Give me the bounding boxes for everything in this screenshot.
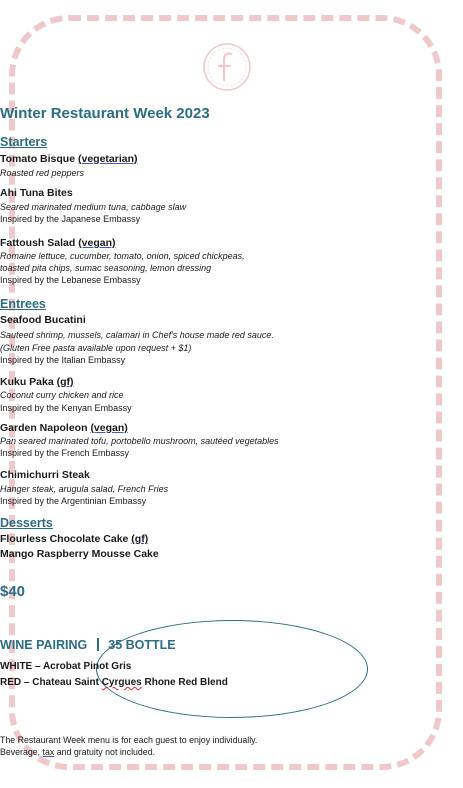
section-starters-heading: Starters (0, 135, 48, 149)
section-desserts-heading: Desserts (0, 516, 53, 530)
dish-fattoush-salad (0, 237, 463, 249)
wine-red-word: Cyrgues (101, 677, 142, 688)
dish-tag: (vegan) (90, 422, 128, 434)
f-monogram-logo-icon (200, 40, 254, 94)
dish-description-line2: (Gluten Free pasta available upon request + $1) (0, 343, 192, 353)
footer-line1: The Restaurant Week menu is for each guest to enjoy individually. (0, 735, 258, 745)
footer-line2-a: Beverage, (0, 747, 43, 757)
wine-red (0, 677, 463, 688)
dish-tomato-bisque (0, 153, 463, 165)
dish-name: Kuku Paka (0, 376, 54, 388)
dish-description: Coconut curry chicken and rice (0, 390, 124, 400)
dish-description: Romaine lettuce, cucumber, tomato, onion, spiced chickpeas, (0, 251, 245, 261)
dish-inspiration: Inspired by the French Embassy (0, 448, 130, 458)
wine-red-suffix: Rhone Red Blend (141, 677, 228, 688)
footer-line2 (0, 747, 463, 757)
dish-tag: (vegan) (78, 237, 116, 249)
dish-chimichurri-steak (0, 469, 463, 481)
dish-name: Flourless Chocolate Cake (0, 533, 129, 545)
dish-name: Chimichurri Steak (0, 469, 90, 481)
dish-inspiration: Inspired by the Lebanese Embassy (0, 275, 141, 285)
dish-mango-raspberry-mousse-cake (0, 548, 463, 560)
dish-name: Tomato Bisque (0, 153, 76, 165)
dish-kuku-paka (0, 376, 463, 388)
dish-garden-napoleon (0, 422, 463, 434)
dish-description: Sauteed shrimp, mussels, calamari in Chef's house made red sauce. (0, 330, 274, 340)
dish-tag: (gf) (56, 376, 74, 388)
dish-inspiration: Inspired by the Japanese Embassy (0, 214, 141, 224)
dish-description: Pan seared marinated tofu, portobello mushroom, sautéed vegetables (0, 436, 279, 446)
dish-flourless-chocolate-cake (0, 533, 463, 545)
wine-pairing-label: WINE PAIRING (0, 638, 88, 652)
dish-name: Fattoush Salad (0, 237, 76, 249)
menu-price: $40 (0, 583, 26, 600)
wine-pairing-divider (97, 638, 99, 651)
wine-pairing-title (0, 638, 463, 652)
wine-red-prefix: RED – Chateau Saint (0, 677, 102, 688)
dish-inspiration: Inspired by the Kenyan Embassy (0, 403, 132, 413)
dish-name: Garden Napoleon (0, 422, 88, 434)
dish-description: Roasted red peppers (0, 168, 85, 178)
dish-description-line2: toasted pita chips, sumac seasoning, lemon dressing (0, 263, 212, 273)
dish-description: Seared marinated medium tuna, cabbage slaw (0, 202, 187, 212)
dish-seafood-bucatini (0, 314, 463, 326)
dish-name: Ahi Tuna Bites (0, 187, 73, 199)
dish-ahi-tuna-bites (0, 187, 463, 199)
dish-name: Mango Raspberry Mousse Cake (0, 548, 159, 560)
dish-tag: (vegetarian) (77, 153, 138, 165)
dish-inspiration: Inspired by the Argentinian Embassy (0, 496, 147, 506)
dish-inspiration: Inspired by the Italian Embassy (0, 355, 126, 365)
wine-bottle-price: 35 BOTTLE (108, 638, 176, 652)
wine-white: WHITE – Acrobat Pinot Gris (0, 661, 132, 672)
dish-description: Hanger steak, arugula salad, French Fries (0, 484, 169, 494)
dish-name: Seafood Bucatini (0, 314, 86, 326)
footer-tax: tax (42, 747, 55, 757)
section-entrees-heading: Entrees (0, 297, 46, 311)
menu-title: Winter Restaurant Week 2023 (0, 105, 210, 122)
footer-line2-b: and gratuity not included. (54, 747, 156, 757)
dish-tag: (gf) (131, 533, 149, 545)
